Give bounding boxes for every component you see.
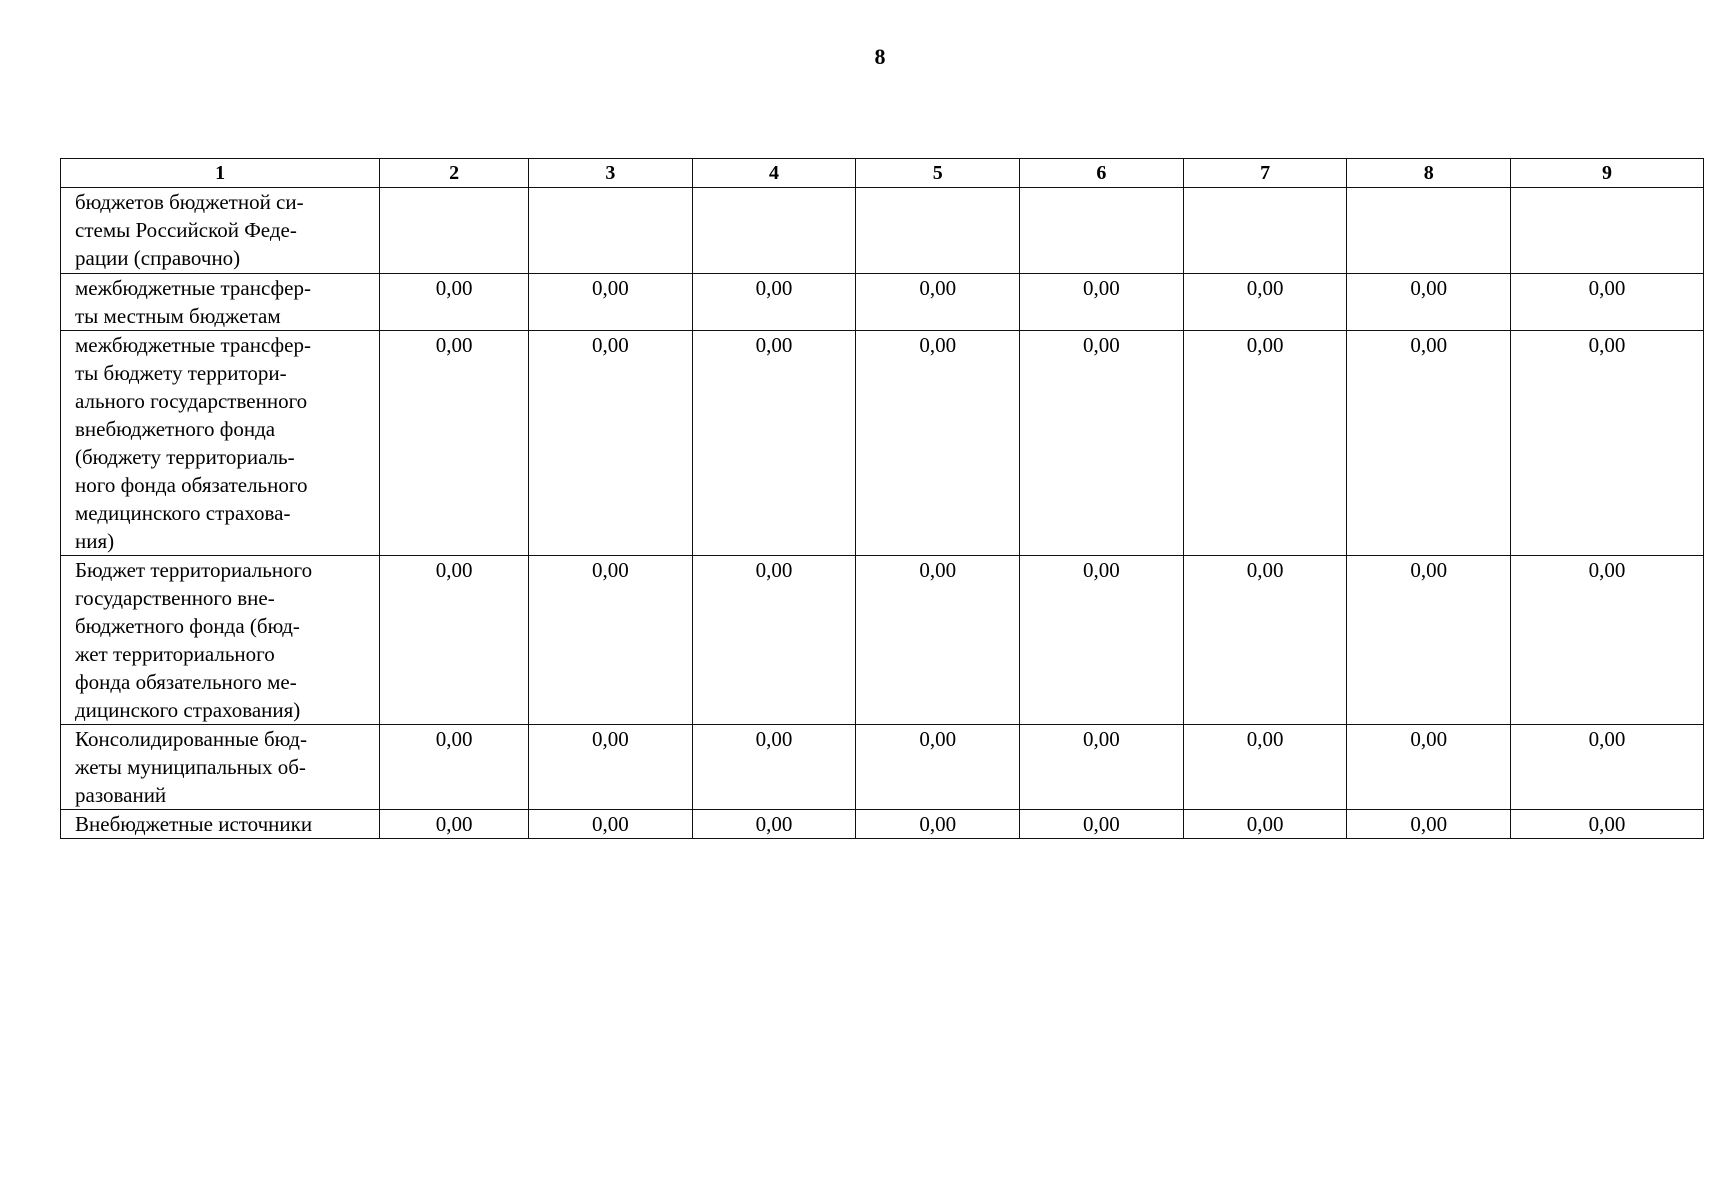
column-header: 3 [528, 159, 692, 188]
table-cell: 0,00 [380, 331, 529, 556]
column-header: 8 [1347, 159, 1511, 188]
table-cell: 0,00 [692, 331, 856, 556]
table-cell: 0,00 [692, 274, 856, 331]
table-cell: 0,00 [1347, 725, 1511, 810]
table-row [61, 331, 1704, 556]
table-row [61, 188, 1704, 274]
table-cell: 0,00 [380, 810, 529, 839]
table-cell: 0,00 [528, 556, 692, 725]
table-cell: 0,00 [1183, 725, 1347, 810]
table-row [61, 274, 1704, 331]
column-header: 9 [1511, 159, 1704, 188]
table-cell: 0,00 [1183, 810, 1347, 839]
table-cell: 0,00 [1511, 556, 1704, 725]
column-header: 5 [856, 159, 1020, 188]
table-cell [1183, 188, 1347, 274]
table-cell: 0,00 [1183, 556, 1347, 725]
column-header: 4 [692, 159, 856, 188]
table-cell: 0,00 [856, 274, 1020, 331]
table-cell: 0,00 [1183, 274, 1347, 331]
table-cell: 0,00 [692, 556, 856, 725]
table-cell: 0,00 [1511, 725, 1704, 810]
table-cell: 0,00 [1020, 274, 1184, 331]
table-cell: 0,00 [856, 556, 1020, 725]
table-cell: 0,00 [1020, 810, 1184, 839]
table-cell: 0,00 [380, 274, 529, 331]
table-cell: 0,00 [1347, 556, 1511, 725]
table-cell: 0,00 [1511, 274, 1704, 331]
table-cell: 0,00 [692, 810, 856, 839]
table-cell [1020, 188, 1184, 274]
column-header: 2 [380, 159, 529, 188]
table-cell: 0,00 [856, 331, 1020, 556]
row-label: Бюджет территориального государственного вне- бюджетного фонда (бюд- жет территориального фонда обязательного ме- дицинского страхования) [61, 556, 380, 725]
table-row [61, 556, 1704, 725]
table-cell: 0,00 [1020, 725, 1184, 810]
table-cell: 0,00 [856, 810, 1020, 839]
table-cell: 0,00 [528, 274, 692, 331]
column-header: 6 [1020, 159, 1184, 188]
table-cell: 0,00 [528, 331, 692, 556]
table-cell: 0,00 [1020, 331, 1184, 556]
table-row [61, 725, 1704, 810]
table-cell [856, 188, 1020, 274]
table-cell [380, 188, 529, 274]
table-cell: 0,00 [1020, 556, 1184, 725]
table-cell: 0,00 [1347, 274, 1511, 331]
table-row [61, 810, 1704, 839]
table-cell: 0,00 [1347, 810, 1511, 839]
header-row [61, 159, 1704, 188]
table-cell [528, 188, 692, 274]
row-label: Консолидированные бюд- жеты муниципальных об- разований [61, 725, 380, 810]
column-header: 1 [61, 159, 380, 188]
table-cell: 0,00 [856, 725, 1020, 810]
column-header: 7 [1183, 159, 1347, 188]
table-cell: 0,00 [528, 725, 692, 810]
row-label: межбюджетные трансфер- ты бюджету территори- ального государственного внебюджетного фонда (бюджету территориаль- ного фонда обязательного медицинского страхова- ния) [61, 331, 380, 556]
table-cell [1347, 188, 1511, 274]
table-cell [692, 188, 856, 274]
row-label: Внебюджетные источники [61, 810, 380, 839]
table-cell: 0,00 [1347, 331, 1511, 556]
table-cell [1511, 188, 1704, 274]
table-cell: 0,00 [380, 725, 529, 810]
row-label: бюджетов бюджетной си- стемы Российской Феде- рации (справочно) [61, 188, 380, 274]
row-label: межбюджетные трансфер- ты местным бюджетам [61, 274, 380, 331]
table-cell: 0,00 [1511, 331, 1704, 556]
table-cell: 0,00 [380, 556, 529, 725]
table-cell: 0,00 [1183, 331, 1347, 556]
table-cell: 0,00 [528, 810, 692, 839]
table-cell: 0,00 [692, 725, 856, 810]
page-number: 8 [874, 44, 886, 69]
budget-table [60, 158, 1704, 839]
table-cell: 0,00 [1511, 810, 1704, 839]
